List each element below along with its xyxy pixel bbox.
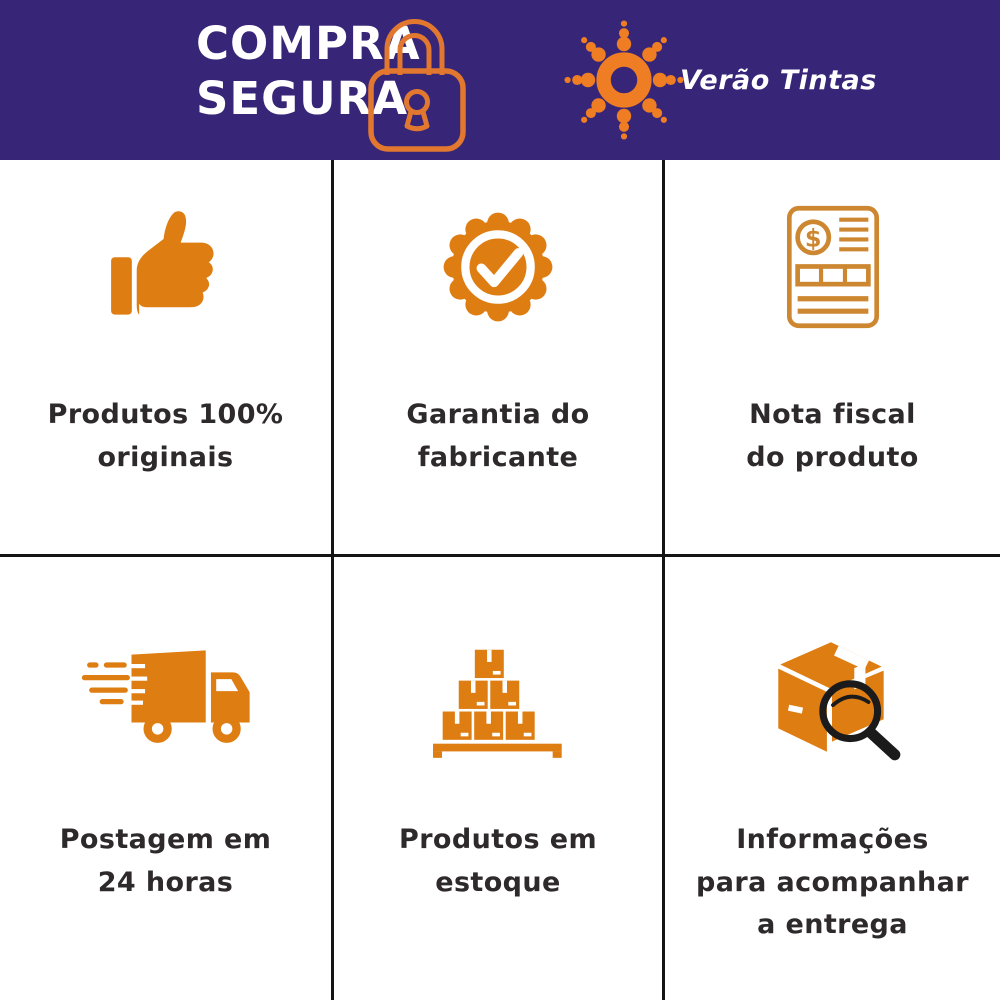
brand-name: Verão Tintas: [680, 64, 877, 96]
icon-wrap: [105, 198, 227, 336]
header-title-line2: SEGURA: [196, 72, 409, 126]
feature-cell-invoice: [665, 160, 1000, 557]
padlock-icon: [357, 4, 472, 156]
feature-cell-shipping: [0, 557, 334, 1000]
icon-wrap: [434, 198, 562, 336]
feature-cell-originals: [0, 160, 334, 557]
package-search-icon: [749, 622, 917, 774]
thumbs-up-icon: [105, 204, 227, 330]
feature-label-stock: Produtos em estoque: [399, 824, 597, 898]
feature-label-originals: Produtos 100% originais: [47, 399, 284, 473]
feature-label-tracking: Informações para acompanhar a entrega: [696, 824, 969, 941]
feature-cell-stock: [334, 557, 665, 1000]
header-title-line1: COMPRA: [196, 17, 421, 70]
feature-grid: [0, 160, 1000, 1000]
svg-text:$: $: [804, 224, 822, 253]
header-banner: [0, 0, 1000, 160]
stacked-boxes-icon: [424, 630, 572, 766]
icon-wrap: [424, 623, 572, 773]
brand-logo: [558, 14, 877, 146]
feature-label-invoice: Nota fiscal do produto: [746, 399, 919, 473]
warranty-badge-icon: [434, 203, 562, 331]
delivery-truck-icon: [77, 641, 255, 756]
feature-cell-warranty: [334, 160, 665, 557]
invoice-icon: [781, 202, 885, 332]
sun-logo-icon: [558, 14, 690, 146]
feature-label-warranty: Garantia do fabricante: [406, 399, 590, 473]
icon-wrap: [77, 623, 255, 773]
icon-wrap: [781, 198, 885, 336]
icon-wrap: [749, 623, 917, 773]
feature-label-shipping: Postagem em 24 horas: [59, 824, 272, 898]
feature-cell-tracking: [665, 557, 1000, 1000]
